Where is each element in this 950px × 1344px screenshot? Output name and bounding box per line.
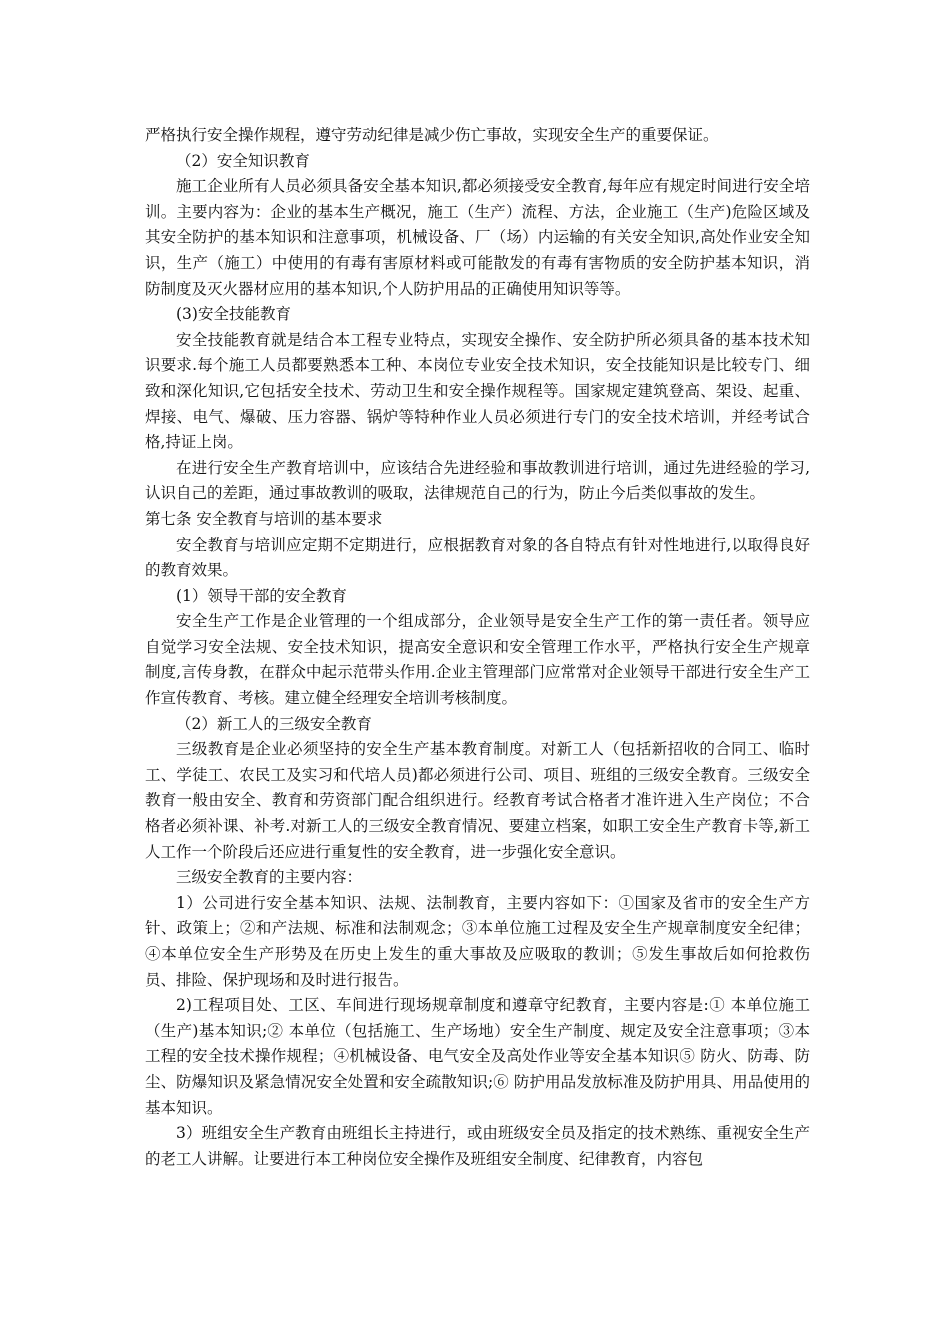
paragraph: 1）公司进行安全基本知识、法规、法制教育，主要内容如下：①国家及省市的安全生产方针、政策上；②和产法规、标准和法制观念；③本单位施工过程及安全生产规章制度安全纪律；④本单位安全生产形势及在历史上发生的重大事故及应吸取的教训；⑤发生事故后如何抢救伤员、排险、保护现场和及时进行报告。 (145, 893, 810, 989)
section-heading: (1）领导干部的安全教育 (176, 586, 347, 605)
section-heading: （2）新工人的三级安全教育 (176, 714, 372, 733)
section-heading: （2）安全知识教育 (176, 151, 310, 170)
paragraph: 三级安全教育的主要内容： (176, 868, 363, 887)
paragraph: 严格执行安全操作规程，遵守劳动纪律是减少伤亡事故，实现安全生产的重要保证。 (145, 126, 719, 144)
paragraph: 2)工程项目处、工区、车间进行现场规章制度和遵章守纪教育，主要内容是:① 本单位施工（生产)基本知识;② 本单位（包括施工、生产场地）安全生产制度、规定及安全注意事项；③本工程的安全技术操作规程；④机械设备、电气安全及高处作业等安全基本知识⑤ 防火、防毒、防尘、防爆知识及紧急情况安全处置和安全疏散知识;⑥ 防护用品发放标准及防护用具、用品使用的基本知识。 (145, 996, 810, 1117)
document-page (145, 123, 810, 1172)
paragraph: 施工企业所有人员必须具备安全基本知识,都必须接受安全教育,每年应有规定时间进行安全培训。主要内容为：企业的基本生产概况，施工（生产）流程、方法，企业施工（生产)危险区域及其安全防护的基本知识和注意事项，机械设备、厂（场）内运输的有关安全知识,高处作业安全知识，生产（施工）中使用的有毒有害原材料或可能散发的有毒有害物质的安全防护基本知识，消防制度及灭火器材应用的基本知识,个人防护用品的正确使用知识等等。 (145, 177, 810, 298)
article-heading: 第七条 安全教育与培训的基本要求 (145, 509, 383, 528)
paragraph: 在进行安全生产教育培训中，应该结合先进经验和事故教训进行培训，通过先进经验的学习,认识自己的差距，通过事故教训的吸取，法律规范自己的行为，防止今后类似事故的发生。 (145, 458, 810, 503)
paragraph: 3）班组安全生产教育由班组长主持进行，或由班级安全员及指定的技术熟练、重视安全生产的老工人讲解。让要进行本工种岗位安全操作及班组安全制度、纪律教育，内容包 (145, 1124, 810, 1168)
paragraph: 安全技能教育就是结合本工程专业特点，实现安全操作、安全防护所必须具备的基本技术知识要求.每个施工人员都要熟悉本工种、本岗位专业安全技术知识，安全技能知识是比较专门、细致和深化知识,它包括安全技术、劳动卫生和安全操作规程等。国家规定建筑登高、架设、起重、焊接、电气、爆破、压力容器、锅炉等特种作业人员必须进行专门的安全技术培训，并经考试合格,持证上岗。 (145, 330, 810, 452)
paragraph: 安全教育与培训应定期不定期进行，应根据教育对象的各自特点有针对性地进行,以取得良好的教育效果。 (145, 535, 810, 580)
section-heading: (3)安全技能教育 (176, 305, 291, 324)
paragraph: 安全生产工作是企业管理的一个组成部分，企业领导是安全生产工作的第一责任者。领导应自觉学习安全法规、安全技术知识，提高安全意识和安全管理工作水平，严格执行安全生产规章制度,言传身教，在群众中起示范带头作用.企业主管理部门应常常对企业领导干部进行安全生产工作宣传教育、考核。建立健全经理安全培训考核制度。 (145, 612, 810, 708)
paragraph: 三级教育是企业必须坚持的安全生产基本教育制度。对新工人（包括新招收的合同工、临时工、学徒工、农民工及实习和代培人员)都必须进行公司、项目、班组的三级安全教育。三级安全教育一般由安全、教育和劳资部门配合组织进行。经教育考试合格者才准许进入生产岗位；不合格者必须补课、补考.对新工人的三级安全教育情况、要建立档案，如职工安全生产教育卡等,新工人工作一个阶段后还应进行重复性的安全教育，进一步强化安全意识。 (145, 740, 810, 861)
